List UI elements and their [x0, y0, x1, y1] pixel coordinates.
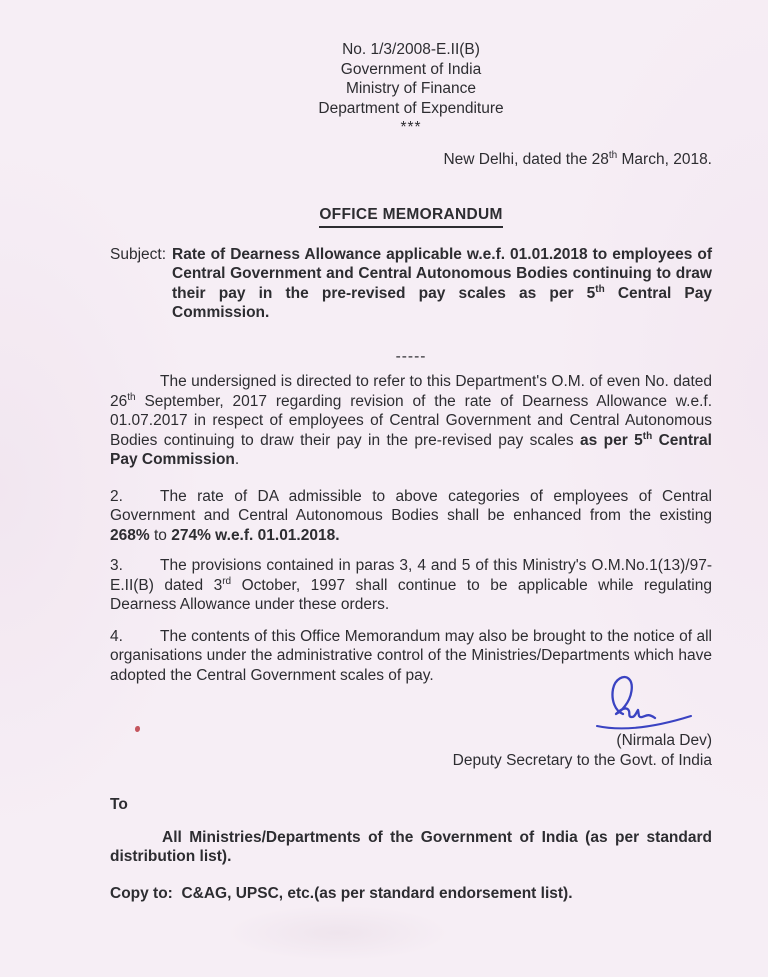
recipient-line: All Ministries/Departments of the Government of India (as per standard distribution list).: [110, 828, 712, 865]
dash-separator: -----: [395, 347, 427, 365]
paragraph-2: [110, 487, 712, 546]
paragraph-1: The undersigned is directed to refer to this Department's O.M. of even No. dated 26th September, 2017 regarding revision of the rate of Dearness Allowance w.e.f. 01.07.2017 in respect of employees of Central Government and Central Autonomous Bodies continuing to draw their pay in the pre-revised pay scales as per 5th Central Pay Commission.: [110, 373, 712, 468]
signatory-designation: Deputy Secretary to the Govt. of India: [452, 751, 712, 769]
paragraph-3-number: 3.: [110, 557, 123, 574]
org-line-government: Government of India: [340, 60, 482, 78]
paragraph-3-text: The provisions contained in paras 3, 4 and 5 of this Ministry's O.M.No.1(13)/97-E.II(B) dated 3rd October, 1997 shall continue to be applicable while regulating Dearness Allowance under these orders.: [110, 557, 712, 613]
memo-content: [110, 40, 712, 903]
paragraph-4-number: 4.: [110, 627, 123, 645]
subject-text: Rate of Dearness Allowance applicable w.e.f. 01.01.2018 to employees of Central Government and Central Autonomous Bodies continuing to draw their pay in the pre-revised pay scales as per 5th Central Pay Commission.: [172, 245, 712, 321]
org-line-ministry: Ministry of Finance: [345, 80, 477, 97]
handwritten-signature-icon: [587, 673, 712, 733]
paragraph-2-text: The rate of DA admissible to above categories of employees of Central Government and Central Autonomous Bodies shall be enhanced from the existing 268% to 274% w.e.f. 01.01.2018.: [110, 487, 712, 544]
paragraph-4-text: The contents of this Office Memorandum may also be brought to the notice of all organisations under the administrative control of the Ministries/Departments which have adopted the Central Government scales of pay.: [110, 627, 712, 684]
reference-number: No. 1/3/2008-E.II(B): [342, 41, 480, 58]
paragraph-2-number: 2.: [110, 487, 123, 505]
signatory-name: (Nirmala Dev): [616, 732, 712, 749]
subject-block: [110, 245, 712, 323]
page-title: OFFICE MEMORANDUM: [319, 205, 502, 228]
to-label: To: [110, 796, 128, 813]
title-row: [110, 205, 712, 228]
letterhead: [110, 40, 712, 138]
date-line: New Delhi, dated the 28th March, 2018.: [443, 149, 712, 168]
org-line-department: Department of Expenditure: [318, 99, 504, 117]
letterhead-stars: ***: [400, 119, 422, 136]
copy-to-line: Copy to: C&AG, UPSC, etc.(as per standard endorsement list).: [110, 884, 573, 902]
paragraph-3: [110, 556, 712, 615]
subject-label: Subject:: [110, 245, 167, 263]
